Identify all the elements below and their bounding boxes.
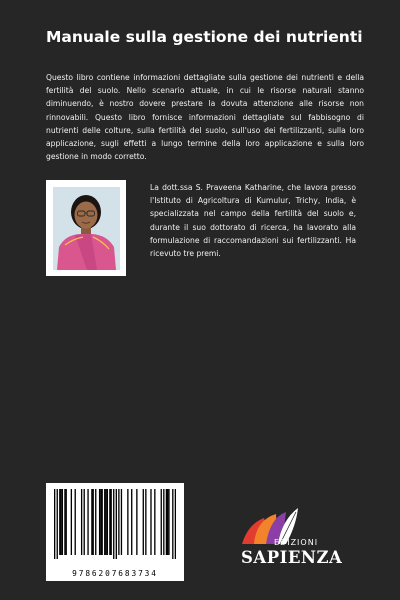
barcode-bar	[104, 489, 105, 555]
barcode-bar	[91, 489, 92, 555]
author-portrait	[53, 187, 120, 270]
book-description	[46, 71, 364, 163]
barcode-bar	[99, 489, 100, 555]
portrait-drawing	[53, 187, 120, 270]
barcode-bar	[75, 489, 76, 555]
barcode-bar	[161, 489, 162, 555]
barcode-bar	[163, 489, 164, 555]
publisher-logo	[232, 506, 342, 576]
barcode-bar	[62, 489, 63, 555]
barcode-bar	[131, 489, 132, 555]
publisher-line1: EDIZIONI	[274, 538, 319, 547]
barcode-bar	[113, 489, 114, 559]
barcode-bar	[107, 489, 108, 555]
barcode-bar	[64, 489, 65, 555]
book-title: Manuale sulla gestione dei nutrienti	[46, 28, 363, 46]
barcode-bar	[57, 489, 58, 559]
barcode-bar	[93, 489, 94, 555]
author-bio: La dott.ssa S. Praveena Katharine, che lavora presso l'Istituto di Agricoltura di Kumulur, Trichy, India, è specializzata nel campo della fertilità del suolo e, durante il suo dottorato di ricerca, ha lavorato alla formulazione di raccomandazioni sui fertilizzanti. Ha ricevuto tre premi.	[150, 183, 356, 259]
barcode-bar	[109, 489, 110, 555]
barcode-bar	[166, 489, 167, 555]
barcode-bar	[143, 489, 144, 555]
barcode-bar	[105, 489, 106, 555]
barcode-bar	[54, 489, 55, 559]
barcode-bar	[175, 489, 176, 559]
barcode-bar	[100, 489, 101, 555]
description-paragraph: Questo libro contiene informazioni dettagliate sulla gestione dei nutrienti e della fertilità del suolo. Nello scenario attuale, in cui le risorse naturali stanno diminuendo, è nostro dovere prestare la dovuta attenzione alle risorse non rinnovabili. Questo libro fornisce informazioni dettagliate sul fabbisogno di nutrienti delle colture, sulla fertilità del suolo, sull'uso dei fertilizzanti, sulla loro applicazione, sugli effetti a lungo termine della loro applicazione e sulla loro gestione in modo corretto.	[46, 73, 364, 162]
barcode-bar	[116, 489, 117, 559]
barcode-bars	[54, 489, 176, 559]
barcode-bar	[71, 489, 72, 555]
barcode-bar	[87, 489, 88, 555]
barcode-bar	[154, 489, 155, 555]
barcode-bar	[167, 489, 168, 555]
isbn-barcode	[46, 483, 184, 581]
publisher-line2: SAPIENZA	[241, 548, 343, 567]
barcode-bar	[121, 489, 122, 555]
barcode-bar	[127, 489, 128, 555]
barcode-bar	[84, 489, 85, 555]
barcode-bar	[172, 489, 173, 559]
barcode-bar	[111, 489, 112, 555]
barcode-bar	[81, 489, 82, 555]
isbn-number: 9786207683734	[72, 569, 158, 578]
barcode-bar	[168, 489, 169, 555]
barcode-bar	[150, 489, 151, 555]
author-photo	[46, 180, 126, 276]
barcode-bar	[102, 489, 103, 555]
barcode-bar	[136, 489, 137, 555]
barcode-bar	[60, 489, 61, 555]
barcode-bar	[59, 489, 60, 555]
barcode-bar	[66, 489, 67, 555]
barcode-bar	[145, 489, 146, 555]
barcode-bar	[95, 489, 96, 555]
barcode-bar	[118, 489, 119, 555]
